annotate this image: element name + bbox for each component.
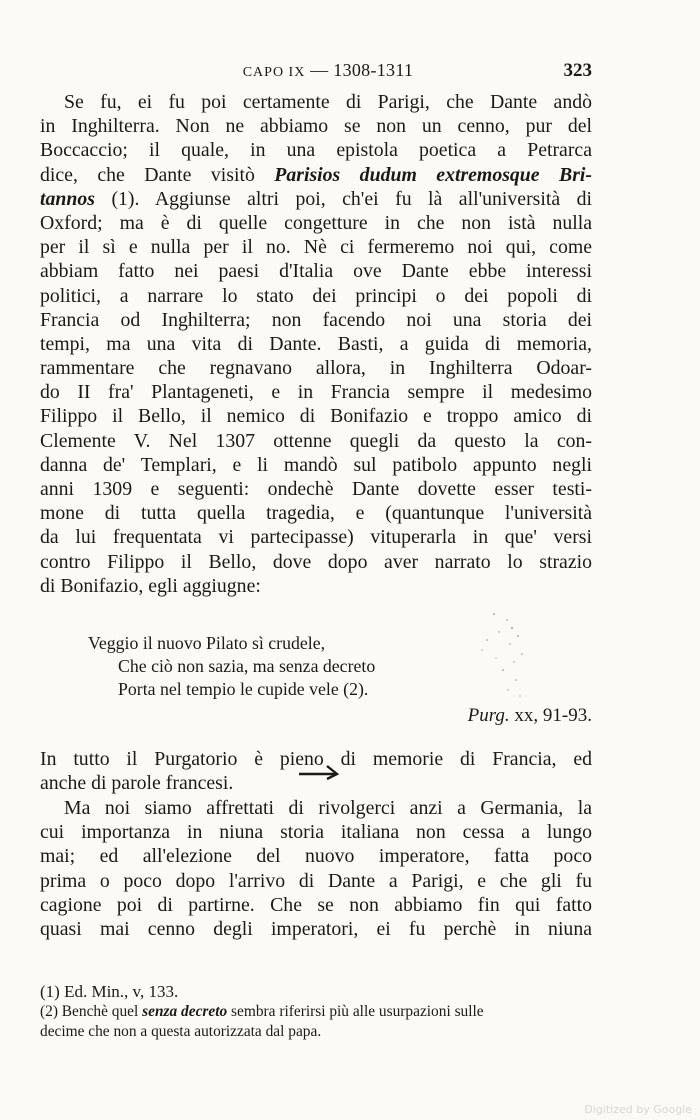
footnote-2-prefix: (2) Benchè quel bbox=[40, 1003, 143, 1020]
text-line: anni 1309 e seguenti: ondechè Dante dovette esser testi- bbox=[40, 478, 592, 500]
text-line: Francia od Inghilterra; non facendo noi una storia dei bbox=[40, 308, 592, 331]
text-line: contro Filippo il Bello, dove dopo aver narrato lo strazio bbox=[40, 550, 592, 573]
chapter-heading bbox=[64, 60, 592, 81]
paper-specks bbox=[452, 610, 532, 700]
text-line: Ma noi siamo affrettati di rivolgerci anzi a Germania, la bbox=[64, 797, 592, 819]
verse-line: Veggio il nuovo Pilato sì crudele, bbox=[88, 633, 326, 653]
text-line: mone di tutta quella tragedia, e (quantunque l'università bbox=[40, 502, 592, 525]
header-dash: — bbox=[310, 60, 329, 80]
text-line: in Inghilterra. Non ne abbiamo se non un cenno, pur del bbox=[40, 115, 592, 138]
footnote-2-line2: decime che non a questa autorizzata dal papa. bbox=[40, 1023, 322, 1040]
text-line: Se fu, ei fu poi certamente di Parigi, che Dante andò bbox=[64, 91, 592, 113]
footnote-2-rest: sembra riferirsi più alle usurpazioni sulle bbox=[227, 1003, 484, 1020]
text-line: quasi mai cenno degli imperatori, ei fu perchè in niuna bbox=[40, 917, 592, 940]
text-line: per il sì e nulla per il no. Nè ci fermeremo noi qui, come bbox=[40, 236, 592, 259]
chapter-label: CAPO IX bbox=[242, 65, 306, 80]
text-line: rammentare che regnavano allora, in Inghilterra Odoar- bbox=[40, 357, 592, 380]
text-line: cui importanza in niuna storia italiana non cessa a lungo bbox=[40, 821, 592, 844]
text-line: Oxford; ma è di quelle congetture in che non istà nulla bbox=[40, 211, 592, 234]
running-header bbox=[64, 60, 592, 88]
text-line: anche di parole francesi. bbox=[40, 772, 234, 795]
scan-watermark: Digitized by Google bbox=[584, 1103, 692, 1116]
paragraph-germany bbox=[40, 796, 592, 941]
text-line: tempi, ma una vita di Dante. Basti, a guida di memoria, bbox=[40, 332, 592, 355]
citation-work: Purg. bbox=[467, 705, 510, 726]
text-line: cagione poi di partirne. Che se non abbiamo fin qui fatto bbox=[40, 893, 592, 916]
text-line: abbiam fatto nei paesi d'Italia ove Dante ebbe interessi bbox=[40, 260, 592, 283]
main-paragraph bbox=[40, 90, 592, 598]
text-line: mai; ed all'elezione del nuovo imperatore, fatta poco bbox=[40, 845, 592, 868]
text-line: dice, che Dante visitò Parisios dudum extremosque Bri- bbox=[40, 163, 592, 186]
citation-location: xx, 91-93. bbox=[514, 705, 592, 726]
text-line: politici, a narrare lo stato dei principi o dei popoli di bbox=[40, 284, 592, 307]
footnotes bbox=[40, 982, 592, 1042]
text-line: prima o poco dopo l'arrivo di Dante a Parigi, e che gli fu bbox=[40, 869, 592, 892]
page-number: 323 bbox=[563, 60, 592, 81]
pencil-arrow-mark bbox=[297, 760, 343, 780]
verse-line: Che ciò non sazia, ma senza decreto bbox=[118, 656, 376, 676]
text-line: da lui frequentata vi partecipasse) vituperarla in que' versi bbox=[40, 526, 592, 549]
verse-quotation bbox=[88, 632, 508, 701]
text-line: Clemente V. Nel 1307 ottenne quegli da questo la con- bbox=[40, 429, 592, 452]
text-line: di Bonifazio, egli aggiugne: bbox=[40, 574, 261, 597]
footnote-1: (1) Ed. Min., v, 133. bbox=[40, 982, 179, 1001]
text-line: tannos (1). Aggiunse altri poi, ch'ei fu là all'università di bbox=[40, 187, 592, 210]
text-line: danna de' Templari, e li mandò sul patibolo appunto negli bbox=[40, 453, 592, 476]
latin-quote-part2: tannos bbox=[40, 187, 95, 210]
text-line: do II fra' Plantageneti, e in Francia sempre il medesimo bbox=[40, 381, 592, 404]
footnote-2 bbox=[40, 1002, 592, 1022]
latin-quote-part1: Parisios dudum extremosque Bri- bbox=[274, 163, 592, 186]
text-line: Boccaccio; il quale, in una epistola poetica a Petrarca bbox=[40, 139, 592, 162]
chapter-years: 1308-1311 bbox=[333, 60, 414, 80]
text-line: Filippo il Bello, il nemico di Bonifazio e troppo amico di bbox=[40, 405, 592, 428]
text-line: In tutto il Purgatorio è pieno di memorie di Francia, ed bbox=[40, 748, 592, 770]
verse-citation bbox=[372, 705, 592, 727]
footnote-2-italic: senza decreto bbox=[142, 1003, 228, 1020]
verse-line: Porta nel tempio le cupide vele (2). bbox=[118, 679, 369, 699]
